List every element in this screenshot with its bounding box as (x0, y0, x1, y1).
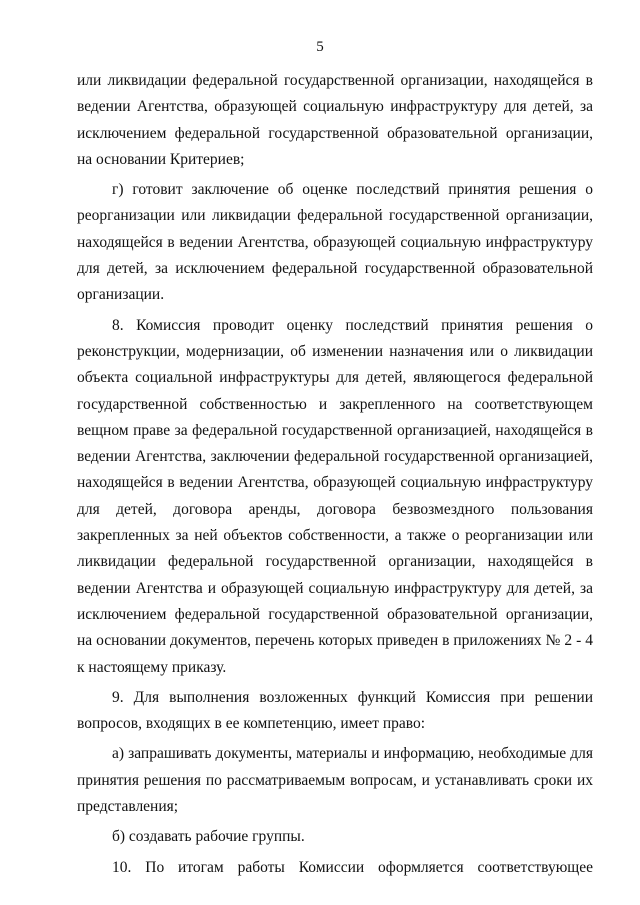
paragraph-item-g: г) готовит заключение об оценке последствий принятия решения о реорганизации или ликвидации федеральной государственной организации, находящейся в ведении Агентства, образующей социальную инфраструктуру для детей, за исключением федеральной государственной образовательной организации. (77, 181, 593, 304)
page-number: 5 (316, 39, 324, 55)
paragraph-item-8: 8. Комиссия проводит оценку последствий принятия решения о реконструкции, модернизации, об изменении назначения или о ликвидации объекта социальной инфраструктуры для детей, являющегося федеральной государственной собственностью и закрепленного на соответствующем вещном праве за федеральной государственной организацией, находящейся в ведении Агентства, заключении федеральной государственной организацией, находящейся в ведении Агентства, образующей социальную инфраструктуру для детей, договора аренды, договора безвозмездного пользования закрепленных за ней объектов собственности, а также о реорганизации или ликвидации федеральной государственной организации, находящейся в ведении Агентства и образующей социальную инфраструктуру для детей, за исключением федеральной государственной образовательной организации, на основании документов, перечень которых приведен в приложениях № 2 - 4 к настоящему приказу. (77, 316, 593, 676)
paragraph-item-10: 10. По итогам работы Комиссии оформляется соответствующее (112, 858, 593, 876)
paragraph-item-9: 9. Для выполнения возложенных функций Комиссия при решении вопросов, входящих в ее компетенцию, имеет право: (77, 688, 593, 733)
paragraph-item-9a: а) запрашивать документы, материалы и информацию, необходимые для принятия решения по рассматриваемым вопросам, и устанавливать сроки их представления; (77, 745, 593, 816)
document-body (77, 68, 593, 881)
paragraph-continuation: или ликвидации федеральной государственной организации, находящейся в ведении Агентства, образующей социальную инфраструктуру для детей, за исключением федеральной государственной образовательной организации, на основании Критериев; (77, 72, 593, 168)
paragraph-item-9b: б) создавать рабочие группы. (112, 828, 305, 846)
